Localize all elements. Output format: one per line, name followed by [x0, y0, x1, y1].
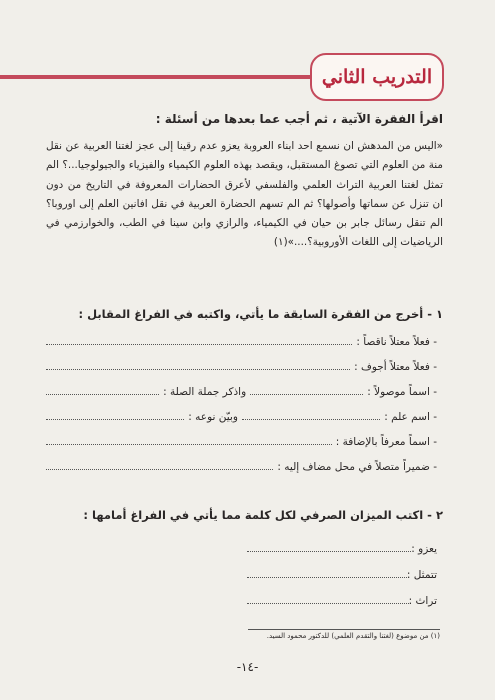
word-blank[interactable] — [247, 601, 409, 604]
exercise-title: التدريب الثاني — [310, 53, 444, 101]
answer-extra-label: واذكر جملة الصلة : — [163, 386, 247, 398]
answer-row — [46, 330, 437, 348]
answer-blank[interactable] — [46, 392, 159, 395]
answer-blank[interactable] — [242, 417, 380, 420]
answer-row — [46, 455, 437, 473]
answer-row — [46, 405, 437, 423]
answer-blank[interactable] — [46, 342, 352, 345]
word-label: تراث : — [408, 595, 437, 607]
reading-paragraph: «اليس من المدهش ان نسمع احد ابناء العروبة يعزو عدم رقينا إلى عجز لغتنا العربية عن نقل منة من العلوم التي تصوغ المستقبل، ويقصد بهذه العلوم الكيمياء والفيزياء والجيولوجيا...؟ الم تمثل لغتنا العربية التراث العلمي والفلسفي لأعرق الحضارات المعروفة في التاريخ من دون ان تنزل عن سماتها وأصولها؟ ثم الم تسهم الحضارة العربية في نقل افانين العلم إلى اوروبا؟ الم تنقل رسائل جابر بن حيان في الكيمياء، والرازي وابن سينا في الطب، والخوارزمي في الرياضيات إلى اللغات الأوروبية؟....»(١) — [46, 140, 443, 249]
word-blank[interactable] — [247, 575, 407, 578]
word-label: يعزو : — [411, 543, 437, 555]
answer-label: - اسماً موصولاً : — [367, 386, 437, 398]
title-band — [0, 75, 312, 79]
page-number: -١٤- — [236, 660, 259, 674]
answer-label: - اسم علم : — [384, 411, 437, 423]
footnote: (١) من موضوع (لغتنا والتقدم العلمي) للدكتور محمود السيد. — [266, 632, 440, 640]
answer-label: - اسماً معرفاً بالإضافة : — [335, 436, 437, 448]
answer-blank[interactable] — [46, 417, 184, 420]
word-row — [247, 537, 437, 555]
answer-extra-label: وبيّن نوعه : — [188, 411, 238, 423]
word-row — [247, 589, 437, 607]
answer-label: - فعلاً معتلاً أجوف : — [354, 361, 437, 373]
answer-row — [46, 355, 437, 373]
question-1-title: ١ - أخرج من الفقرة السابقة ما يأتي، واكتبه في الفراغ المقابل : — [78, 307, 443, 321]
answer-blank[interactable] — [46, 367, 350, 370]
word-blank[interactable] — [247, 549, 411, 552]
question-2-title: ٢ - اكتب الميزان الصرفي لكل كلمة مما يأتي في الفراغ أمامها : — [83, 508, 443, 522]
answer-blank[interactable] — [250, 392, 363, 395]
word-row — [247, 563, 437, 581]
footnote-divider — [248, 629, 440, 630]
answer-row — [46, 380, 437, 398]
answer-label: - ضميراً متصلاً في محل مضاف إليه : — [277, 461, 437, 473]
answer-row — [46, 430, 437, 448]
word-label: تتمثل : — [406, 569, 437, 581]
answer-label: - فعلاً معتلاً ناقصاً : — [356, 336, 437, 348]
answer-blank[interactable] — [46, 467, 273, 470]
answer-blank[interactable] — [46, 442, 332, 445]
instruction-text: اقرأ الفقرة الآتية ، ثم أجب عما بعدها من أسئلة : — [155, 112, 443, 126]
